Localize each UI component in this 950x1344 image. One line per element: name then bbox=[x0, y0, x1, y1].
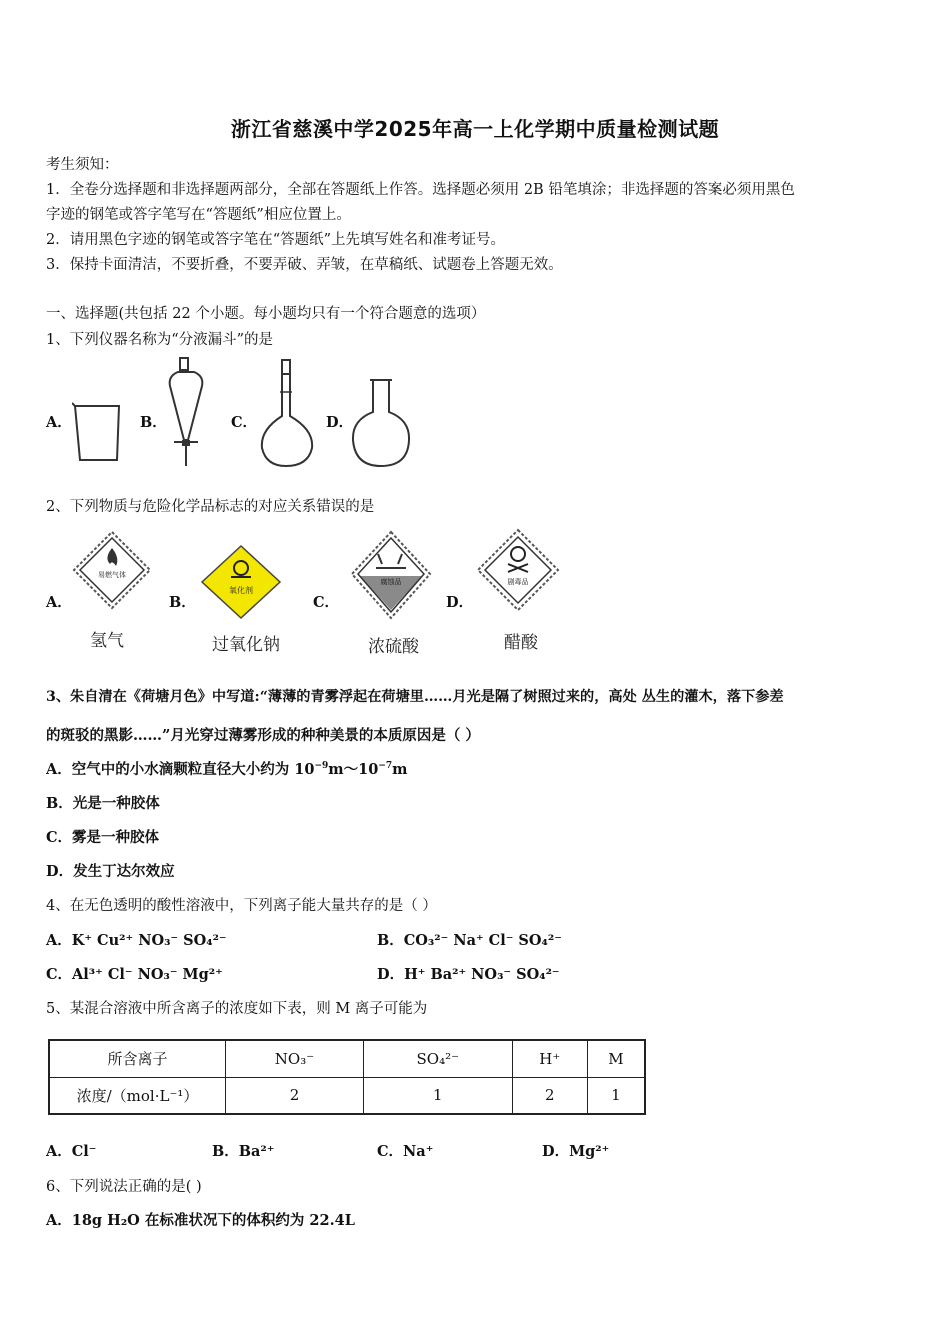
q2-caption-c: 浓硫酸 bbox=[368, 637, 419, 657]
table-header-cell: H⁺ bbox=[512, 1040, 587, 1077]
q4-option-c: C．Al³⁺ Cl⁻ NO₃⁻ Mg²⁺ bbox=[46, 966, 223, 983]
q2-caption-d: 醋酸 bbox=[504, 633, 538, 653]
q2-option-d-label: D． bbox=[446, 594, 474, 611]
corrosive-sign bbox=[350, 530, 432, 620]
svg-text:腐蚀品: 腐蚀品 bbox=[380, 578, 402, 586]
q6-stem: 6、下列说法正确的是( ) bbox=[46, 1179, 202, 1195]
q2-option-c-label: C． bbox=[313, 594, 340, 611]
q4-stem: 4、在无色透明的酸性溶液中，下列离子能大量共存的是（ ） bbox=[46, 898, 437, 914]
q1-option-d-label: D． bbox=[326, 414, 354, 431]
table-cell: 2 bbox=[226, 1077, 364, 1114]
notice-item-1a: 1．全卷分选择题和非选择题两部分，全部在答题纸上作答。选择题必须用 2B 铅笔填涂；非选择题的答案必须用黑色 bbox=[46, 182, 795, 198]
notice-item-1b: 字迹的钢笔或答字笔写在“答题纸”相应位置上。 bbox=[46, 207, 351, 223]
q1-option-c-label: C． bbox=[231, 414, 258, 431]
table-header-cell: 所含离子 bbox=[49, 1040, 226, 1077]
q3-stem-b: 的斑驳的黑影……”月光穿过薄雾形成的种种美景的本质原因是（ ） bbox=[46, 727, 480, 744]
table-header-cell: M bbox=[587, 1040, 645, 1077]
q3-option-c: C．雾是一种胶体 bbox=[46, 829, 160, 846]
q2-option-b-label: B． bbox=[169, 594, 196, 611]
q4-option-d: D．H⁺ Ba²⁺ NO₃⁻ SO₄²⁻ bbox=[377, 966, 560, 983]
q3-option-a: A．空气中的小水滴颗粒直径大小约为 $10^{-9}m\sim 10^{-7}m$ bbox=[46, 761, 408, 778]
q2-option-a-label: A． bbox=[46, 594, 72, 611]
q2-caption-b: 过氧化钠 bbox=[212, 635, 280, 655]
svg-text:氧化剂: 氧化剂 bbox=[229, 586, 253, 595]
section-heading: 一、选择题(共包括 22 个小题。每小题均只有一个符合题意的选项） bbox=[46, 306, 486, 322]
oxidizer-sign bbox=[198, 544, 284, 620]
q3-option-b: B．光是一种胶体 bbox=[46, 795, 160, 812]
toxic-sign bbox=[476, 528, 560, 612]
q1-stem: 1、下列仪器名称为“分液漏斗”的是 bbox=[46, 332, 274, 348]
table-cell: 2 bbox=[512, 1077, 587, 1114]
q4-option-b: B．CO₃²⁻ Na⁺ Cl⁻ SO₄²⁻ bbox=[377, 932, 562, 949]
q6-option-a: A．18g H₂O 在标准状况下的体积约为 22.4L bbox=[46, 1212, 355, 1229]
svg-text:剧毒品: 剧毒品 bbox=[507, 578, 529, 586]
table-header-cell: SO₄²⁻ bbox=[363, 1040, 512, 1077]
round-flask-icon bbox=[350, 376, 412, 470]
q5-option-a: A．Cl⁻ bbox=[46, 1143, 97, 1160]
q5-option-c: C．Na⁺ bbox=[377, 1143, 434, 1160]
svg-text:易燃气体: 易燃气体 bbox=[98, 571, 126, 579]
page-title: 浙江省慈溪中学2025年高一上化学期中质量检测试题 bbox=[230, 117, 720, 141]
q2-caption-a: 氢气 bbox=[90, 631, 124, 651]
q2-stem: 2、下列物质与危险化学品标志的对应关系错误的是 bbox=[46, 499, 375, 515]
table-row bbox=[49, 1077, 645, 1114]
q3-option-d: D．发生丁达尔效应 bbox=[46, 863, 175, 880]
notice-heading: 考生须知： bbox=[46, 157, 119, 173]
q3-stem-a: 3、朱自清在《荷塘月色》中写道:“薄薄的青雾浮起在荷塘里……月光是隔了树照过来的，高处 丛生的灌木，落下参差 bbox=[46, 689, 784, 705]
q5-option-b: B．Ba²⁺ bbox=[212, 1143, 275, 1160]
volumetric-flask-icon bbox=[256, 358, 318, 470]
table-header-row bbox=[49, 1040, 645, 1077]
q1-option-a-label: A． bbox=[46, 414, 72, 431]
beaker-icon bbox=[72, 402, 124, 464]
ion-concentration-table bbox=[48, 1039, 646, 1115]
table-cell: 1 bbox=[363, 1077, 512, 1114]
table-cell: 浓度/（mol·L⁻¹） bbox=[49, 1077, 226, 1114]
flammable-gas-sign bbox=[72, 530, 152, 610]
table-header-cell: NO₃⁻ bbox=[226, 1040, 364, 1077]
notice-item-3: 3．保持卡面清洁，不要折叠，不要弄破、弄皱，在草稿纸、试题卷上答题无效。 bbox=[46, 257, 563, 273]
notice-item-2: 2．请用黑色字迹的钢笔或答字笔在“答题纸”上先填写姓名和准考证号。 bbox=[46, 232, 506, 248]
q4-option-a: A．K⁺ Cu²⁺ NO₃⁻ SO₄²⁻ bbox=[46, 932, 227, 949]
table-cell: 1 bbox=[587, 1077, 645, 1114]
q5-option-d: D．Mg²⁺ bbox=[542, 1143, 610, 1160]
q5-stem: 5、某混合溶液中所含离子的浓度如下表，则 M 离子可能为 bbox=[46, 1001, 428, 1017]
q1-option-b-label: B． bbox=[140, 414, 167, 431]
separatory-funnel-icon bbox=[164, 356, 208, 468]
